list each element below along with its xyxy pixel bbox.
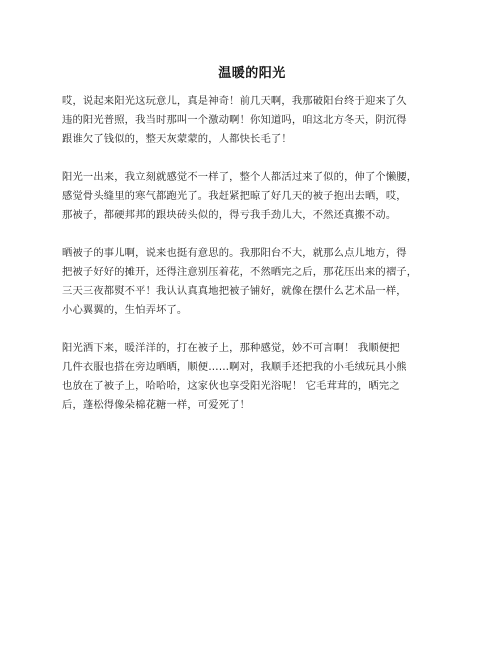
paragraph-line: 感觉骨头缝里的寒气都跑光了。我赶紧把晾了好几天的被子抱出去晒，哎，	[62, 190, 407, 202]
document-title: 温暖的阳光	[218, 66, 286, 81]
paragraph-3	[62, 244, 442, 320]
paragraph-line: 后，蓬松得像朵棉花糖一样，可爱死了！	[62, 399, 251, 411]
paragraph-line: 把被子好好的摊开，还得注意别压着花，不然晒完之后，那花压出来的褶子，	[62, 266, 418, 278]
paragraph-4	[62, 339, 442, 415]
paragraph-line: 跟谁欠了钱似的，整天灰蒙蒙的，人都快长毛了！	[62, 133, 292, 145]
paragraph-line: 阳光一出来，我立刻就感觉不一样了，整个人都活过来了似的，伸了个懒腰，	[62, 171, 418, 183]
paragraph-line: 哎，说起来阳光这玩意儿，真是神奇！前几天啊，我那破阳台终于迎来了久	[62, 95, 407, 107]
paragraph-line: 也放在了被子上，哈哈哈，这家伙也享受阳光浴呢！ 它毛茸茸的，晒完之	[62, 380, 400, 392]
paragraph-line: 几件衣服也搭在旁边晒晒，顺便……啊对，我顺手还把我的小毛绒玩具小熊	[62, 361, 407, 373]
paragraph-line: 那被子，都硬邦邦的跟块砖头似的，得亏我手劲儿大，不然还真搬不动。	[62, 209, 397, 221]
paragraph-line: 阳光洒下来，暖洋洋的，打在被子上，那种感觉，妙不可言啊！ 我顺便把	[62, 342, 400, 354]
paragraph-line: 小心翼翼的，生怕弄坏了。	[62, 304, 188, 316]
paragraph-line: 违的阳光普照，我当时那叫一个激动啊！你知道吗，咱这北方冬天，阴沉得	[62, 114, 407, 126]
paragraph-2	[62, 168, 442, 225]
paragraph-1	[62, 92, 442, 149]
paragraph-line: 三天三夜都熨不平！我认认真真地把被子铺好，就像在摆什么艺术品一样，	[62, 285, 407, 297]
paragraph-line: 晒被子的事儿啊，说来也挺有意思的。我那阳台不大，就那么点儿地方，得	[62, 247, 407, 259]
